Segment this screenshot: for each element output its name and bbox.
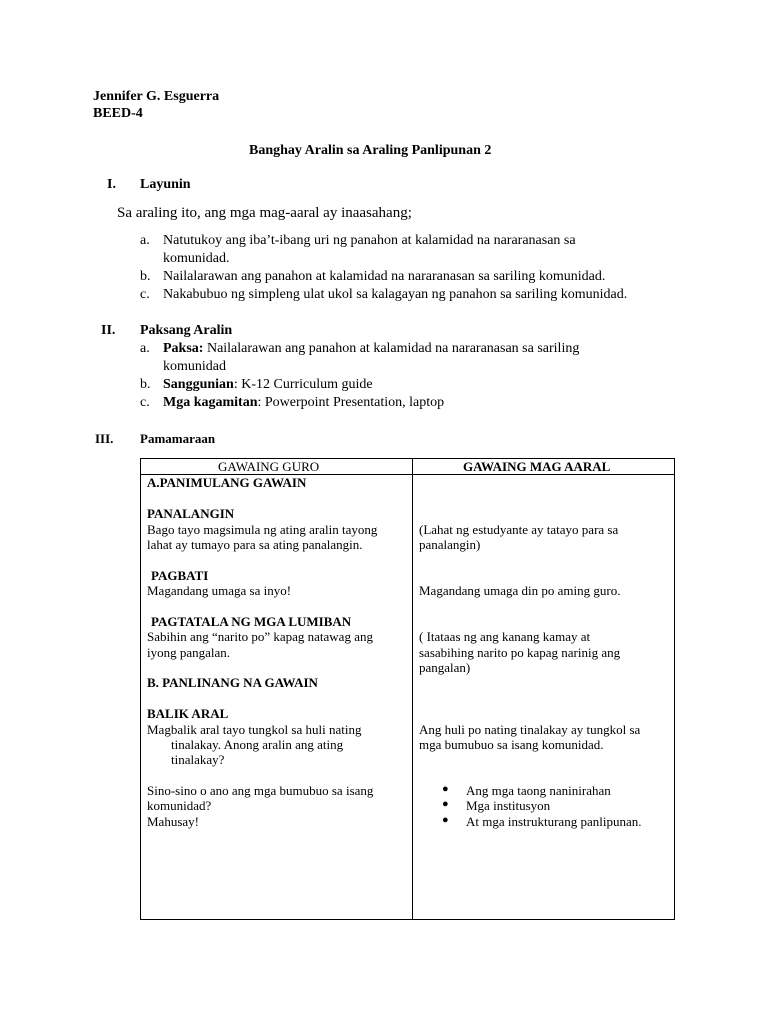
objective-c-marker: c. — [140, 287, 150, 302]
objective-b-text: Nailalarawan ang panahon at kalamidad na nararanasan sa sariling komunidad. — [163, 269, 606, 284]
bullet-icon: ● — [442, 798, 449, 810]
author-course: BEED-4 — [93, 106, 143, 121]
procedure-table — [140, 458, 675, 920]
bullet-icon: ● — [442, 814, 449, 826]
lumiban-student-1: ( Itataas ng ang kanang kamay at — [419, 629, 591, 644]
section2-heading: Paksang Aralin — [140, 323, 233, 338]
section3-heading: Pamamaraan — [140, 431, 216, 446]
balik-student-2: mga bumubuo sa isang komunidad. — [419, 737, 604, 752]
materials-marker: c. — [140, 395, 150, 410]
section1-numeral: I. — [107, 177, 116, 192]
objective-a-marker: a. — [140, 233, 150, 248]
section3-numeral: III. — [95, 431, 114, 446]
balik-teacher-1: Magbalik aral tayo tungkol sa huli nating — [147, 722, 362, 737]
sino-teacher-2: komunidad? — [147, 798, 212, 813]
balik-teacher-2: tinalakay. Anong aralin ang ating — [171, 737, 344, 752]
lumiban-student-3: pangalan) — [419, 660, 471, 675]
section1-intro: Sa araling ito, ang mga mag-aaral ay inaasahang; — [117, 205, 412, 221]
materials-label: Mga kagamitan — [163, 395, 258, 410]
part-a-heading: A.PANIMULANG GAWAIN — [147, 475, 307, 490]
reference-label: Sanggunian — [163, 377, 234, 392]
lumiban-heading: PAGTATALA NG MGA LUMIBAN — [151, 614, 352, 629]
balik-aral-heading: BALIK ARAL — [147, 706, 229, 721]
objective-b-marker: b. — [140, 269, 151, 284]
panalangin-teacher-2: lahat ay tumayo para sa ating panalangin. — [147, 537, 363, 552]
author-name: Jennifer G. Esguerra — [93, 89, 220, 104]
topic-label: Paksa: — [163, 341, 204, 356]
materials-line — [163, 395, 444, 411]
pagbati-teacher: Magandang umaga sa inyo! — [147, 583, 292, 598]
topic-line2: komunidad — [163, 359, 226, 374]
materials-text: : Powerpoint Presentation, laptop — [257, 395, 445, 410]
topic-line — [163, 341, 579, 357]
pagbati-student: Magandang umaga din po aming guro. — [419, 583, 621, 598]
lumiban-student-2: sasabihing narito po kapag narinig ang — [419, 645, 621, 660]
reference-line — [163, 377, 373, 393]
objective-a-line2: komunidad. — [163, 251, 230, 266]
balik-student-1: Ang huli po nating tinalakay ay tungkol sa — [419, 722, 641, 737]
objective-a-line1: Natutukoy ang iba’t-ibang uri ng panahon at kalamidad na nararanasan sa — [163, 233, 576, 248]
answer-bullet-3: At mga instrukturang panlipunan. — [466, 814, 642, 829]
header-student: GAWAING MAG AARAL — [463, 459, 611, 474]
topic-marker: a. — [140, 341, 150, 356]
pagbati-heading: PAGBATI — [151, 568, 209, 583]
objective-c-text: Nakabubuo ng simpleng ulat ukol sa kalagayan ng panahon sa sariling komunidad. — [163, 287, 628, 302]
header-teacher: GAWAING GURO — [218, 459, 320, 474]
section1-heading: Layunin — [140, 177, 191, 192]
panalangin-heading: PANALANGIN — [147, 506, 235, 521]
lumiban-teacher-1: Sabihin ang “narito po” kapag natawag ang — [147, 629, 373, 644]
reference-text: : K-12 Curriculum guide — [233, 377, 373, 392]
answer-bullet-1: Ang mga taong naninirahan — [466, 783, 611, 798]
column-divider — [412, 459, 413, 919]
balik-teacher-3: tinalakay? — [171, 752, 225, 767]
answer-bullet-2: Mga institusyon — [466, 798, 551, 813]
document-title: Banghay Aralin sa Araling Panlipunan 2 — [249, 143, 492, 158]
sino-teacher-3: Mahusay! — [147, 814, 199, 829]
panalangin-teacher-1: Bago tayo magsimula ng ating aralin tayong — [147, 522, 378, 537]
part-b-heading: B. PANLINANG NA GAWAIN — [147, 675, 318, 690]
lumiban-teacher-2: iyong pangalan. — [147, 645, 231, 660]
reference-marker: b. — [140, 377, 151, 392]
panalangin-student-1: (Lahat ng estudyante ay tatayo para sa — [419, 522, 619, 537]
bullet-icon: ● — [442, 783, 449, 795]
panalangin-student-2: panalangin) — [419, 537, 481, 552]
topic-text: Nailalarawan ang panahon at kalamidad na nararanasan sa sariling — [203, 341, 580, 356]
section2-numeral: II. — [101, 323, 116, 338]
sino-teacher-1: Sino-sino o ano ang mga bumubuo sa isang — [147, 783, 374, 798]
